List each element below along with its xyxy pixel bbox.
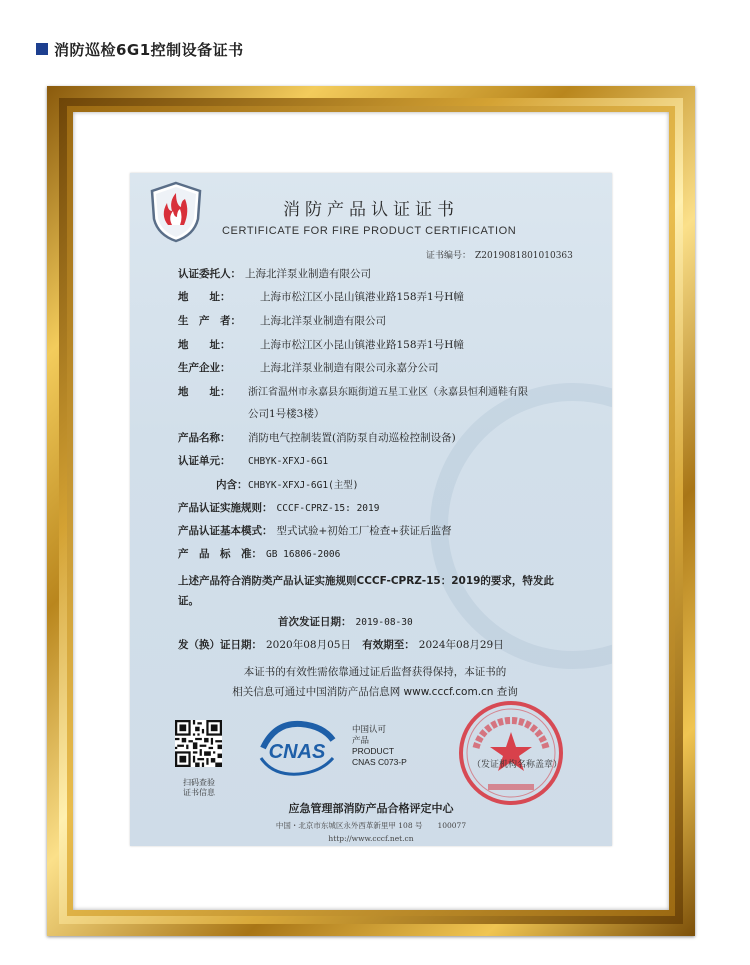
seal-caption: （发证机构名称盖章） xyxy=(472,760,563,770)
issue-and-validity: 发（换）证日期： 2020年08月05日 有效期至： 2024年08月29日 xyxy=(178,639,504,651)
title-cn: 消防产品认证证书 xyxy=(283,200,459,220)
cnas-logo-icon xyxy=(255,718,339,780)
certificate-document xyxy=(130,173,612,846)
conformity-statement: 上述产品符合消防类产品认证实施规则CCCF-CPRZ-15：2019的要求，特发此证。 xyxy=(178,575,554,607)
issuer-address: 中国・北京市东城区永外西革新里甲 108 号 100077 xyxy=(275,821,467,830)
field-applicant: 认证委托人： 上海北洋泵业制造有限公司 xyxy=(178,268,371,280)
field-cert-unit: 认证单元： CHBYK-XFXJ-6G1 xyxy=(178,455,329,467)
field-standard: 产 品 标 准： GB 16806-2006 xyxy=(178,548,341,560)
certificate-number xyxy=(426,248,573,261)
title-en: CERTIFICATE FOR FIRE PRODUCT CERTIFICATION xyxy=(222,225,517,237)
field-applicant-address: 地 址： 上海市松江区小昆山镇港业路158弄1号H幢 xyxy=(178,291,464,303)
first-issue-date: 首次发证日期： 2019-08-30 xyxy=(278,616,413,628)
cnas-accreditation-text: 中国认可 产品 PRODUCT CNAS C073-P xyxy=(352,724,407,767)
validity-note-line1: 本证书的有效性需依靠通过证后监督获得保持，本证书的 xyxy=(243,666,507,678)
field-rules: 产品认证实施规则： CCCF-CPRZ-15: 2019 xyxy=(178,502,380,514)
cnas-logo-text: CNAS xyxy=(268,741,326,763)
cert-no-value: Z2019081801010363 xyxy=(475,251,573,261)
heading-text: 消防巡检6G1控制设备证书 xyxy=(54,40,244,59)
field-manufacturer-address: 地 址： 上海市松江区小昆山镇港业路158弄1号H幢 xyxy=(178,339,464,351)
field-factory-address-cont: 公司1号楼3楼） xyxy=(248,408,325,420)
section-heading xyxy=(36,38,244,60)
issuer-website: http://www.cccf.net.cn xyxy=(328,834,414,843)
field-manufacturer: 生 产 者： 上海北洋泵业制造有限公司 xyxy=(178,315,386,327)
issuing-authority: 应急管理部消防产品合格评定中心 xyxy=(288,802,454,815)
field-product-name: 产品名称： 消防电气控制装置(消防泵自动巡检控制设备) xyxy=(178,432,456,444)
field-factory: 生产企业： 上海北洋泵业制造有限公司永嘉分公司 xyxy=(178,362,439,374)
field-contains: 内含：CHBYK-XFXJ-6G1(主型) xyxy=(216,479,359,491)
cert-no-label: 证书编号： xyxy=(426,251,472,261)
field-mode: 产品认证基本模式： 型式试验+初始工厂检查+获证后监督 xyxy=(178,525,452,537)
heading-square-icon xyxy=(36,43,48,55)
official-seal-icon xyxy=(456,698,566,808)
qr-caption: 扫码查验 证书信息 xyxy=(183,778,215,797)
watermark xyxy=(430,383,612,669)
validity-note-line2: 相关信息可通过中国消防产品信息网 www.cccf.com.cn 查询 xyxy=(232,686,518,698)
field-factory-address: 地 址： 浙江省温州市永嘉县东瓯街道五星工业区（永嘉县恒利通鞋有限 xyxy=(178,386,528,398)
qr-code-icon xyxy=(175,720,222,767)
